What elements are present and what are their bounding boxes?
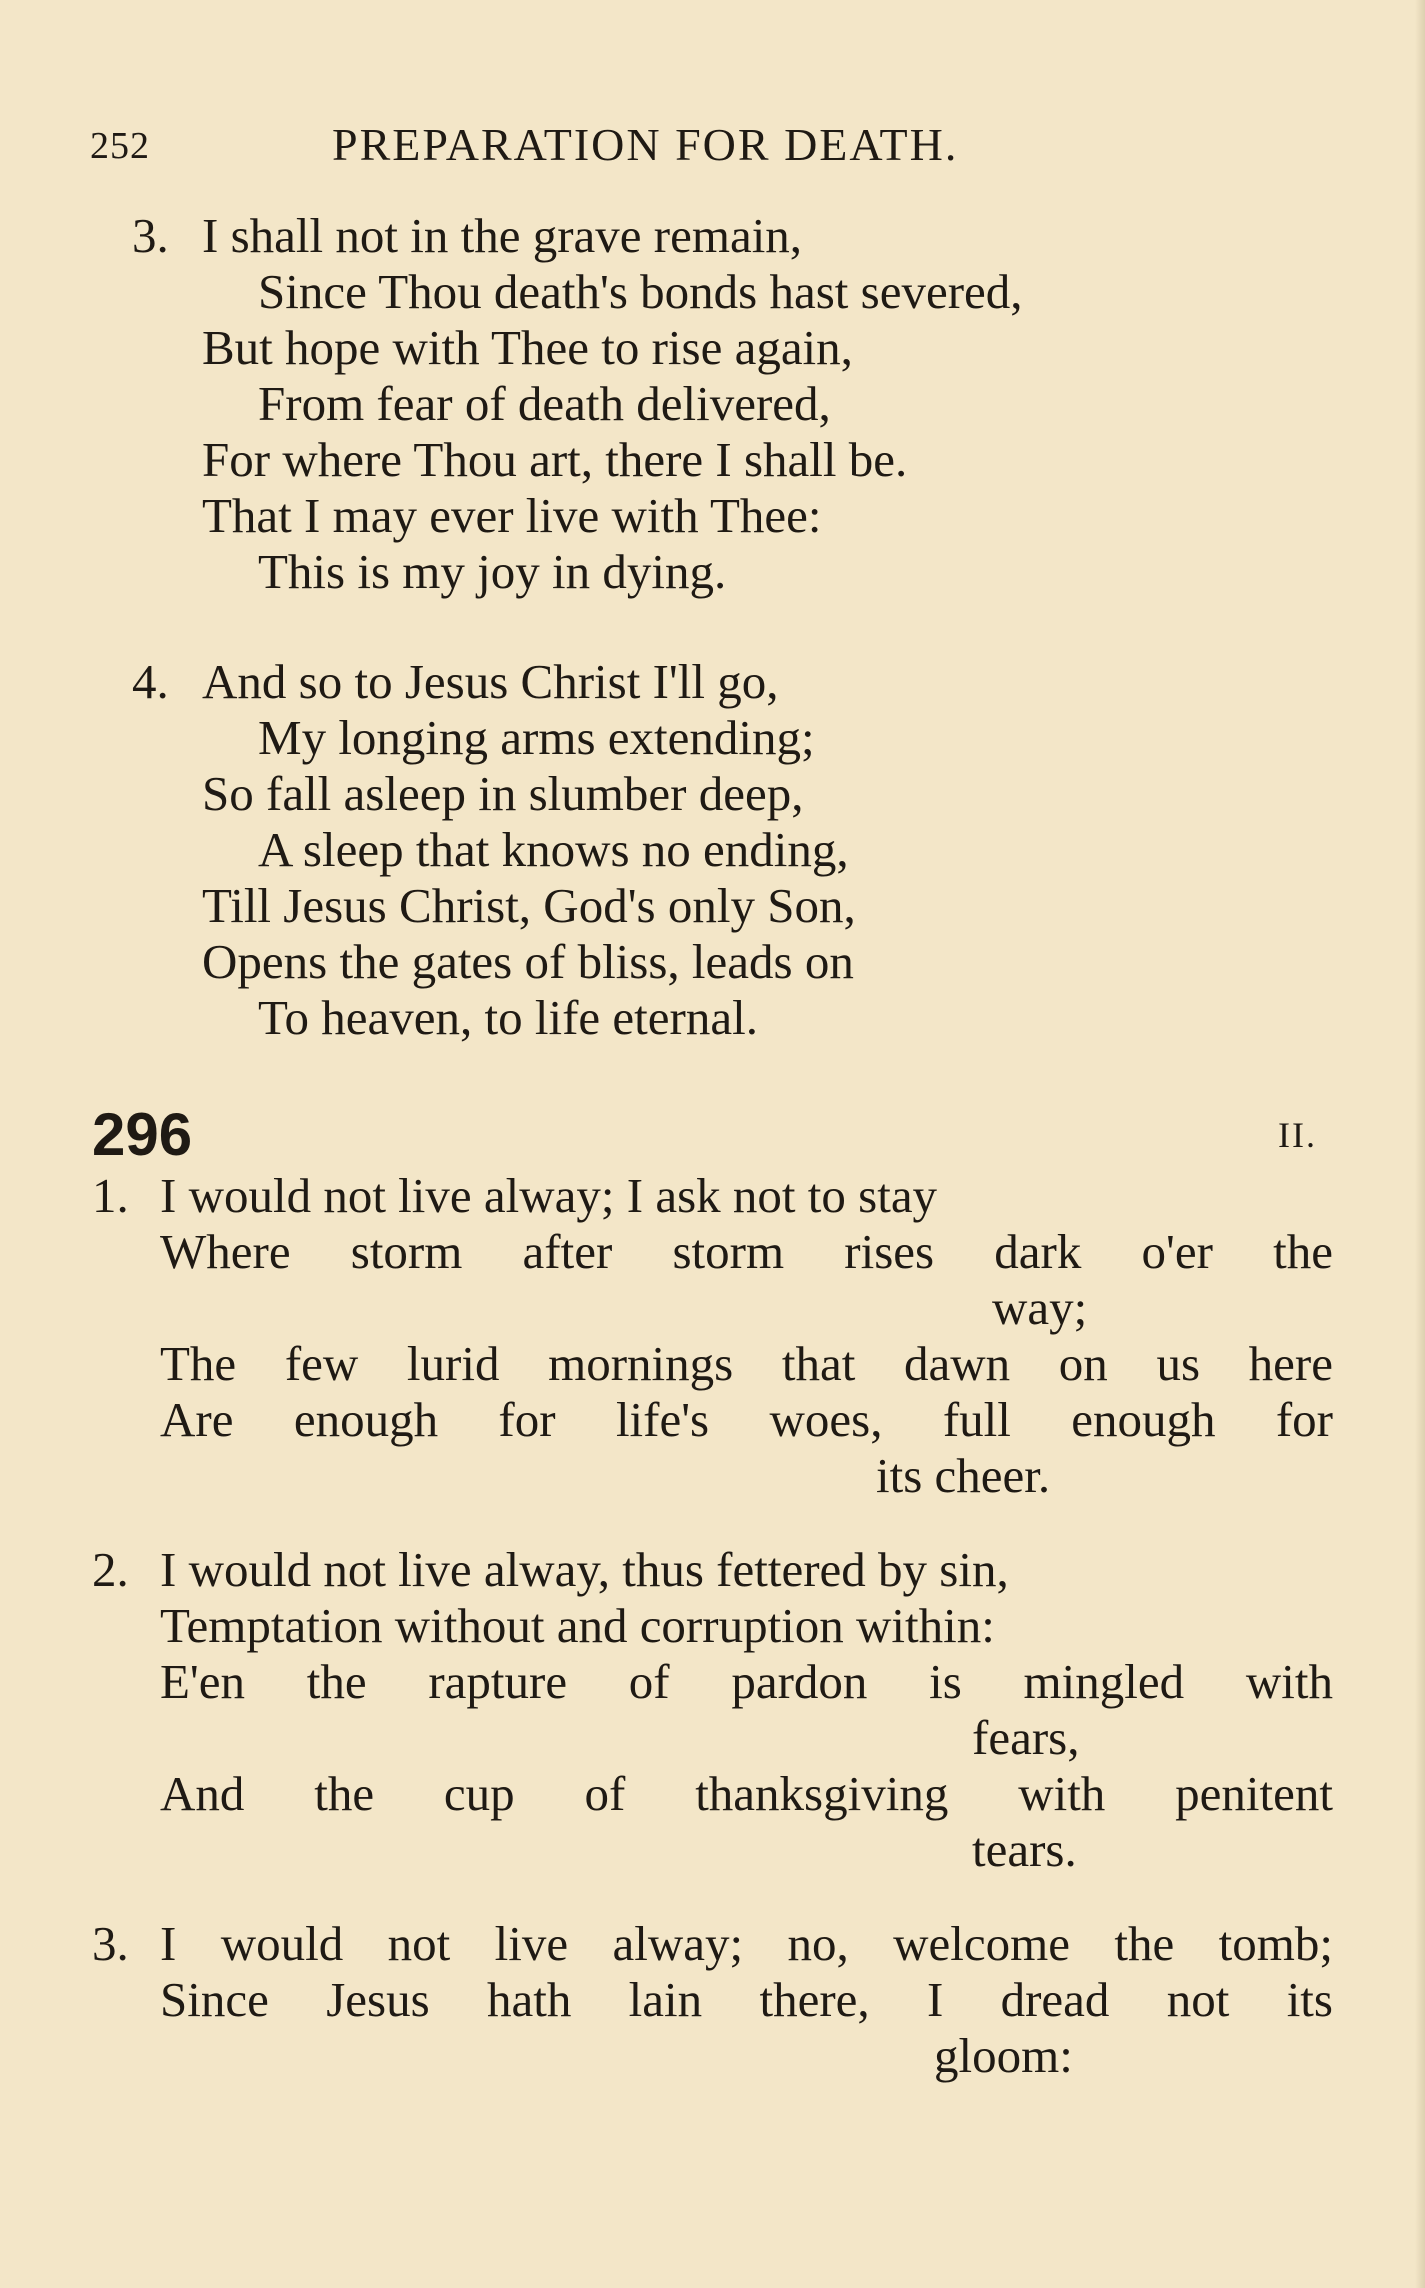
page-header <box>90 118 1090 178</box>
page-number: 252 <box>90 125 150 167</box>
verse-number: 3. <box>92 1916 129 1971</box>
verse-line: And so to Jesus Christ I'll go, <box>202 654 779 709</box>
verse-line: I would not live alway; I ask not to stay <box>160 1168 938 1223</box>
verse-line: From fear of death delivered, <box>258 376 831 431</box>
verse-line-continuation: way; <box>992 1280 1088 1335</box>
verse-number: 4. <box>132 654 169 709</box>
verse-line: For where Thou art, there I shall be. <box>202 432 908 487</box>
verse-line-continuation: tears. <box>972 1822 1077 1877</box>
verse-line: But hope with Thee to rise again, <box>202 320 853 375</box>
verse-line: I would not live alway; no, welcome the tomb; <box>160 1916 1333 1971</box>
verse-line: Opens the gates of bliss, leads on <box>202 934 854 989</box>
verse-line-continuation: gloom: <box>934 2028 1073 2083</box>
verse-line: My longing arms extending; <box>258 710 815 765</box>
verse-line: So fall asleep in slumber deep, <box>202 766 804 821</box>
hymn-number: 296 <box>92 1101 193 1168</box>
verse-number: 2. <box>92 1542 129 1597</box>
verse-line: Where storm after storm rises dark o'er the <box>160 1224 1333 1279</box>
verse-line: A sleep that knows no ending, <box>258 822 849 877</box>
verse-line: Since Thou death's bonds hast severed, <box>258 264 1023 319</box>
verse-line: Till Jesus Christ, God's only Son, <box>202 878 856 933</box>
page-edge <box>1415 0 1425 2288</box>
verse-line-continuation: fears, <box>972 1710 1080 1765</box>
verse-line-continuation: its cheer. <box>876 1448 1051 1503</box>
running-title: PREPARATION FOR DEATH. <box>332 119 959 170</box>
verse-line: And the cup of thanksgiving with penitent <box>160 1766 1333 1821</box>
verse-line: This is my joy in dying. <box>258 544 727 599</box>
verse-line: I shall not in the grave remain, <box>202 208 803 263</box>
verse-number: 3. <box>132 208 169 263</box>
verse-line: E'en the rapture of pardon is mingled with <box>160 1654 1333 1709</box>
verse-line: I would not live alway, thus fettered by sin, <box>160 1542 1009 1597</box>
verse-number: 1. <box>92 1168 129 1223</box>
verse-line: Temptation without and corruption within: <box>160 1598 995 1653</box>
verse-line: Since Jesus hath lain there, I dread not its <box>160 1972 1333 2027</box>
verse-line: To heaven, to life eternal. <box>258 990 758 1045</box>
verse-line: Are enough for life's woes, full enough for <box>160 1392 1333 1447</box>
hymn-meter: II. <box>1278 1115 1317 1155</box>
verse-line: The few lurid mornings that dawn on us here <box>160 1336 1333 1391</box>
verse-line: That I may ever live with Thee: <box>202 488 822 543</box>
